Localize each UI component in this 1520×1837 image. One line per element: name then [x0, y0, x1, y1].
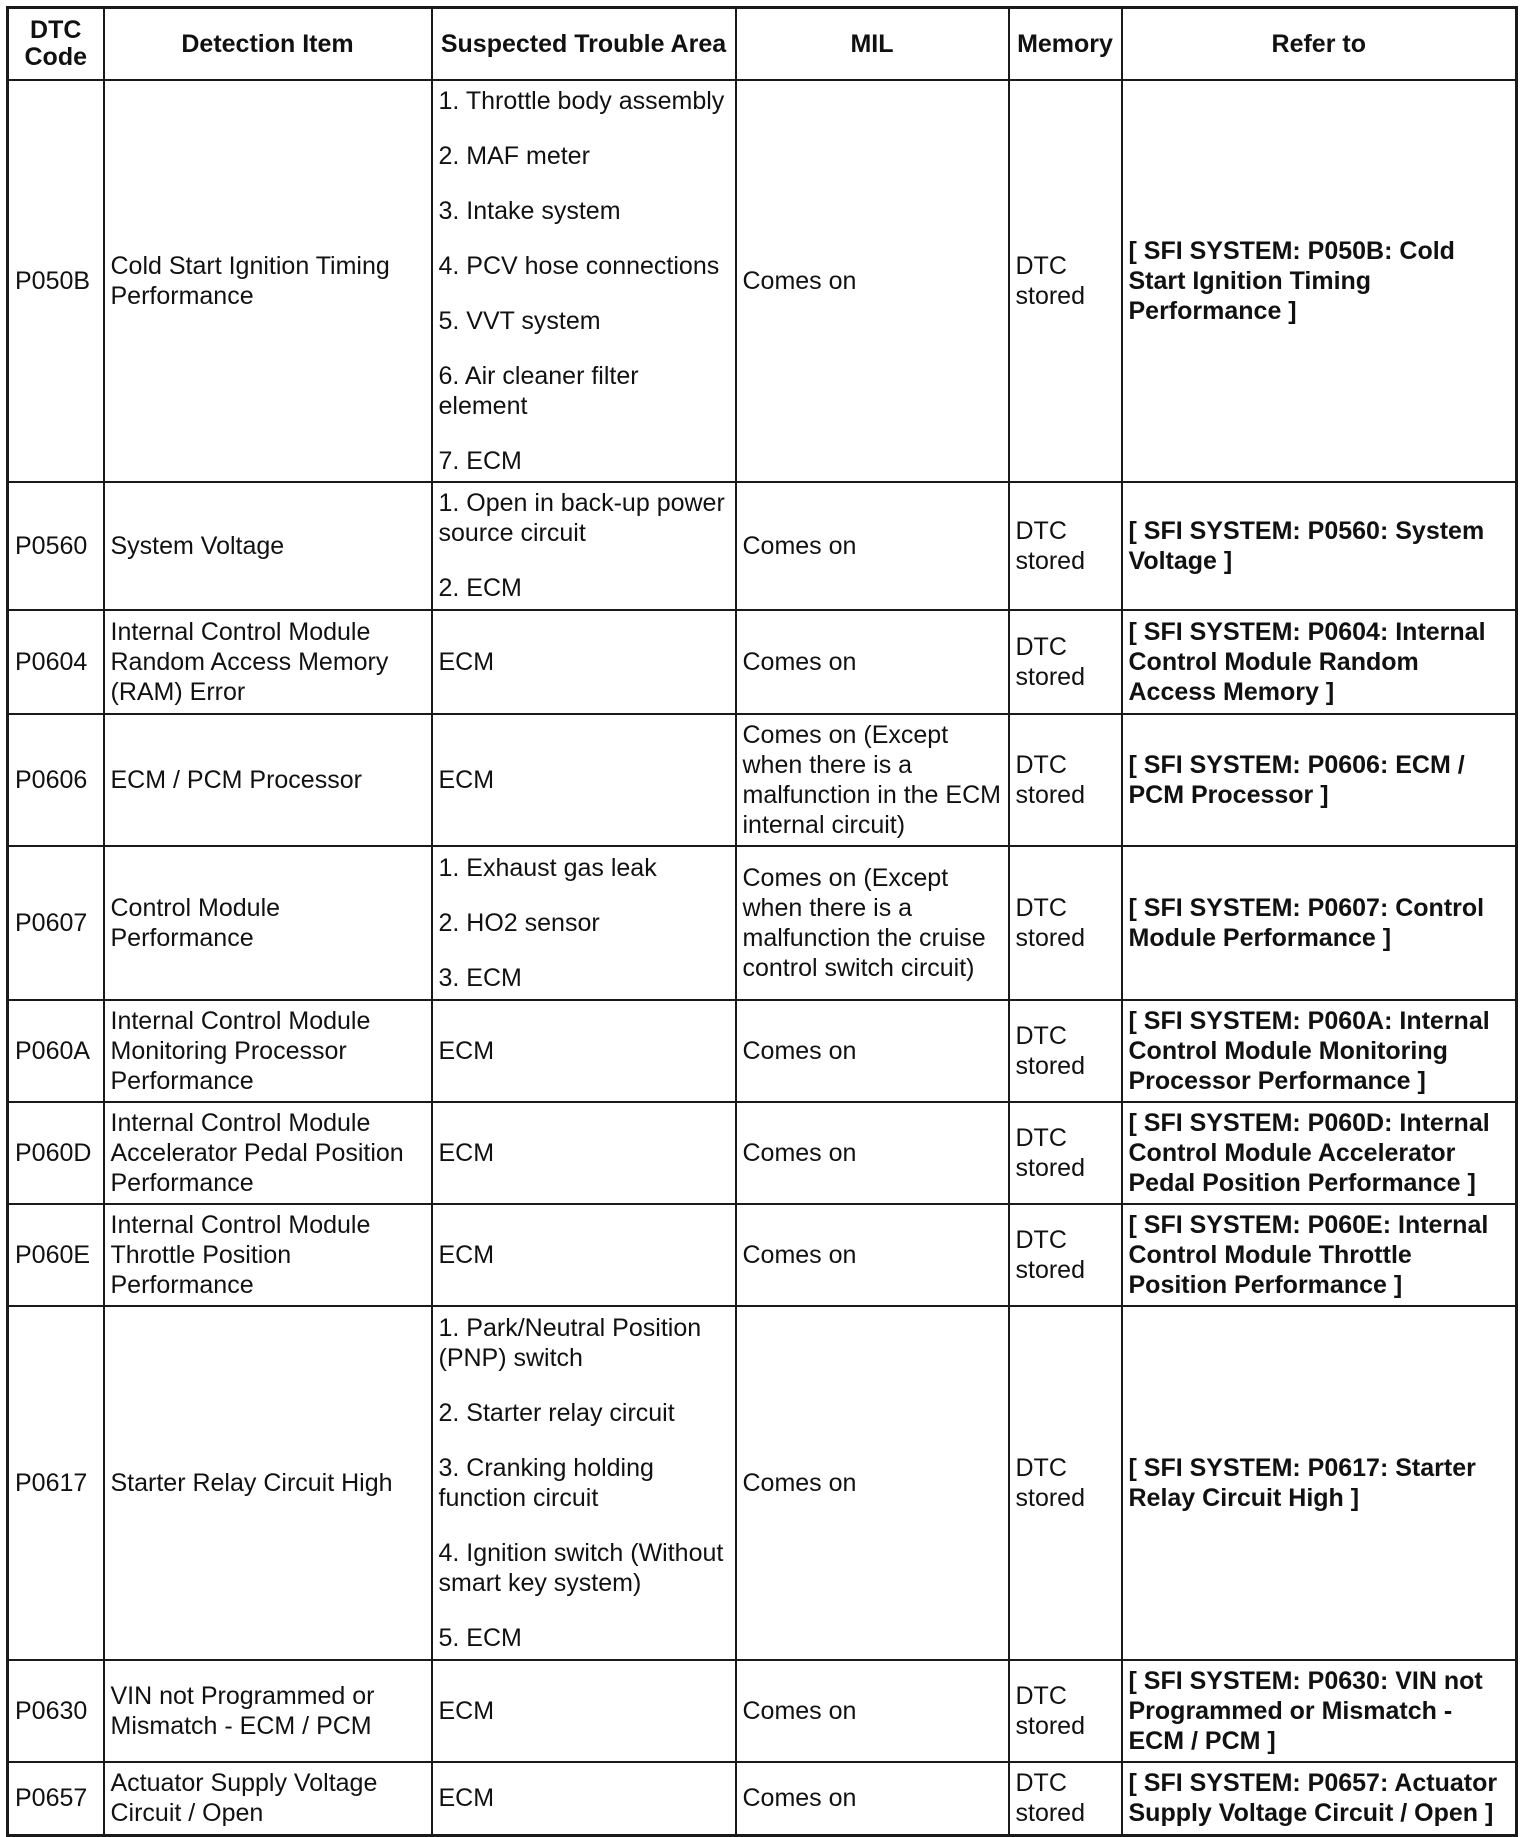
suspected-area-item: ECM: [438, 1784, 495, 1813]
refer-to-cell: [ SFI SYSTEM: P060D: Internal Control Module Accelerator Pedal Position Performance ]: [1122, 1102, 1517, 1204]
detection-item-cell: Control Module Performance: [104, 846, 432, 1000]
memory-cell: DTC stored: [1009, 714, 1122, 846]
header-refer-to: Refer to: [1122, 8, 1517, 80]
suspected-area-cell: [432, 1306, 736, 1660]
memory-cell: DTC stored: [1009, 482, 1122, 610]
memory-cell: DTC stored: [1009, 1000, 1122, 1102]
dtc-code-cell: P0630: [8, 1660, 104, 1762]
header-mil: MIL: [736, 8, 1009, 80]
header-row: [8, 8, 1517, 80]
suspected-area-cell: [432, 482, 736, 610]
suspected-area-item: ECM: [438, 1138, 495, 1167]
suspected-area-item: 1. Park/Neutral Position (PNP) switch: [438, 1313, 702, 1372]
table-row: [8, 80, 1517, 482]
table-row: [8, 846, 1517, 1000]
table-row: [8, 1102, 1517, 1204]
table-row: [8, 482, 1517, 610]
refer-to-cell: [ SFI SYSTEM: P0560: System Voltage ]: [1122, 482, 1517, 610]
suspected-area-item: ECM: [438, 765, 495, 794]
mil-cell: Comes on (Except when there is a malfunction in the ECM internal circuit): [736, 714, 1009, 846]
refer-to-cell: [ SFI SYSTEM: P060A: Internal Control Module Monitoring Processor Performance ]: [1122, 1000, 1517, 1102]
suspected-area-cell: [432, 1000, 736, 1102]
suspected-area-item: 4. PCV hose connections: [438, 251, 720, 280]
suspected-area-item: ECM: [438, 1036, 495, 1065]
detection-item-cell: System Voltage: [104, 482, 432, 610]
suspected-area-cell: [432, 610, 736, 714]
dtc-code-cell: P060E: [8, 1204, 104, 1306]
table-row: [8, 1762, 1517, 1836]
suspected-area-item: 3. Cranking holding function circuit: [438, 1453, 654, 1512]
detection-item-cell: Actuator Supply Voltage Circuit / Open: [104, 1762, 432, 1836]
refer-to-cell: [ SFI SYSTEM: P050B: Cold Start Ignition Timing Performance ]: [1122, 80, 1517, 482]
header-detection-item: Detection Item: [104, 8, 432, 80]
mil-cell: Comes on: [736, 1102, 1009, 1204]
detection-item-cell: ECM / PCM Processor: [104, 714, 432, 846]
suspected-area-item: 6. Air cleaner filter element: [438, 361, 639, 420]
table-body: [8, 80, 1517, 1836]
dtc-code-cell: P0560: [8, 482, 104, 610]
refer-to-cell: [ SFI SYSTEM: P0630: VIN not Programmed or Mismatch - ECM / PCM ]: [1122, 1660, 1517, 1762]
memory-cell: DTC stored: [1009, 1762, 1122, 1836]
dtc-code-cell: P060A: [8, 1000, 104, 1102]
table-row: [8, 1660, 1517, 1762]
detection-item-cell: VIN not Programmed or Mismatch - ECM / PCM: [104, 1660, 432, 1762]
detection-item-cell: Internal Control Module Accelerator Pedal Position Performance: [104, 1102, 432, 1204]
memory-cell: DTC stored: [1009, 80, 1122, 482]
detection-item-cell: Internal Control Module Throttle Position Performance: [104, 1204, 432, 1306]
table-row: [8, 610, 1517, 714]
dtc-code-cell: P0657: [8, 1762, 104, 1836]
memory-cell: DTC stored: [1009, 1660, 1122, 1762]
suspected-area-cell: [432, 1762, 736, 1836]
suspected-area-item: 5. ECM: [438, 1623, 522, 1652]
mil-cell: Comes on: [736, 1762, 1009, 1836]
suspected-area-item: 1. Exhaust gas leak: [438, 853, 657, 882]
suspected-area-item: 2. ECM: [438, 574, 522, 602]
suspected-area-cell: [432, 846, 736, 1000]
suspected-area-item: 3. ECM: [438, 963, 522, 992]
suspected-area-item: 2. Starter relay circuit: [438, 1398, 675, 1427]
header-dtc-code: DTC Code: [8, 8, 104, 80]
memory-cell: DTC stored: [1009, 846, 1122, 1000]
memory-cell: DTC stored: [1009, 1204, 1122, 1306]
suspected-area-item: 1. Open in back-up power source circuit: [438, 489, 725, 547]
refer-to-cell: [ SFI SYSTEM: P0617: Starter Relay Circuit High ]: [1122, 1306, 1517, 1660]
dtc-code-cell: P060D: [8, 1102, 104, 1204]
table-row: [8, 1204, 1517, 1306]
refer-to-cell: [ SFI SYSTEM: P0607: Control Module Performance ]: [1122, 846, 1517, 1000]
mil-cell: Comes on (Except when there is a malfunction the cruise control switch circuit): [736, 846, 1009, 1000]
suspected-area-item: 3. Intake system: [438, 196, 621, 225]
memory-cell: DTC stored: [1009, 1102, 1122, 1204]
mil-cell: Comes on: [736, 1660, 1009, 1762]
header-suspected-trouble-area: Suspected Trouble Area: [432, 8, 736, 80]
mil-cell: Comes on: [736, 80, 1009, 482]
suspected-area-cell: [432, 80, 736, 482]
suspected-area-cell: [432, 1204, 736, 1306]
suspected-area-cell: [432, 714, 736, 846]
suspected-area-item: 1. Throttle body assembly: [438, 86, 725, 115]
mil-cell: Comes on: [736, 482, 1009, 610]
detection-item-cell: Internal Control Module Monitoring Processor Performance: [104, 1000, 432, 1102]
suspected-area-item: ECM: [438, 1696, 495, 1725]
suspected-area-item: 7. ECM: [438, 446, 522, 475]
suspected-area-item: 2. MAF meter: [438, 141, 590, 170]
table-row: [8, 714, 1517, 846]
dtc-code-cell: P050B: [8, 80, 104, 482]
suspected-area-cell: [432, 1102, 736, 1204]
mil-cell: Comes on: [736, 1306, 1009, 1660]
refer-to-cell: [ SFI SYSTEM: P0606: ECM / PCM Processor ]: [1122, 714, 1517, 846]
detection-item-cell: Cold Start Ignition Timing Performance: [104, 80, 432, 482]
mil-cell: Comes on: [736, 1000, 1009, 1102]
table-row: [8, 1000, 1517, 1102]
table-row: [8, 1306, 1517, 1660]
suspected-area-item: ECM: [438, 1240, 495, 1269]
detection-item-cell: Internal Control Module Random Access Memory (RAM) Error: [104, 610, 432, 714]
detection-item-cell: Starter Relay Circuit High: [104, 1306, 432, 1660]
memory-cell: DTC stored: [1009, 1306, 1122, 1660]
refer-to-cell: [ SFI SYSTEM: P0604: Internal Control Module Random Access Memory ]: [1122, 610, 1517, 714]
refer-to-cell: [ SFI SYSTEM: P060E: Internal Control Module Throttle Position Performance ]: [1122, 1204, 1517, 1306]
suspected-area-cell: [432, 1660, 736, 1762]
dtc-code-cell: P0617: [8, 1306, 104, 1660]
dtc-code-cell: P0604: [8, 610, 104, 714]
suspected-area-item: ECM: [438, 647, 495, 676]
memory-cell: DTC stored: [1009, 610, 1122, 714]
dtc-code-cell: P0607: [8, 846, 104, 1000]
header-memory: Memory: [1009, 8, 1122, 80]
refer-to-cell: [ SFI SYSTEM: P0657: Actuator Supply Voltage Circuit / Open ]: [1122, 1762, 1517, 1836]
dtc-table: [6, 6, 1518, 1837]
suspected-area-item: 2. HO2 sensor: [438, 908, 600, 937]
dtc-code-cell: P0606: [8, 714, 104, 846]
mil-cell: Comes on: [736, 1204, 1009, 1306]
mil-cell: Comes on: [736, 610, 1009, 714]
suspected-area-item: 4. Ignition switch (Without smart key system): [438, 1538, 724, 1597]
suspected-area-item: 5. VVT system: [438, 306, 601, 335]
